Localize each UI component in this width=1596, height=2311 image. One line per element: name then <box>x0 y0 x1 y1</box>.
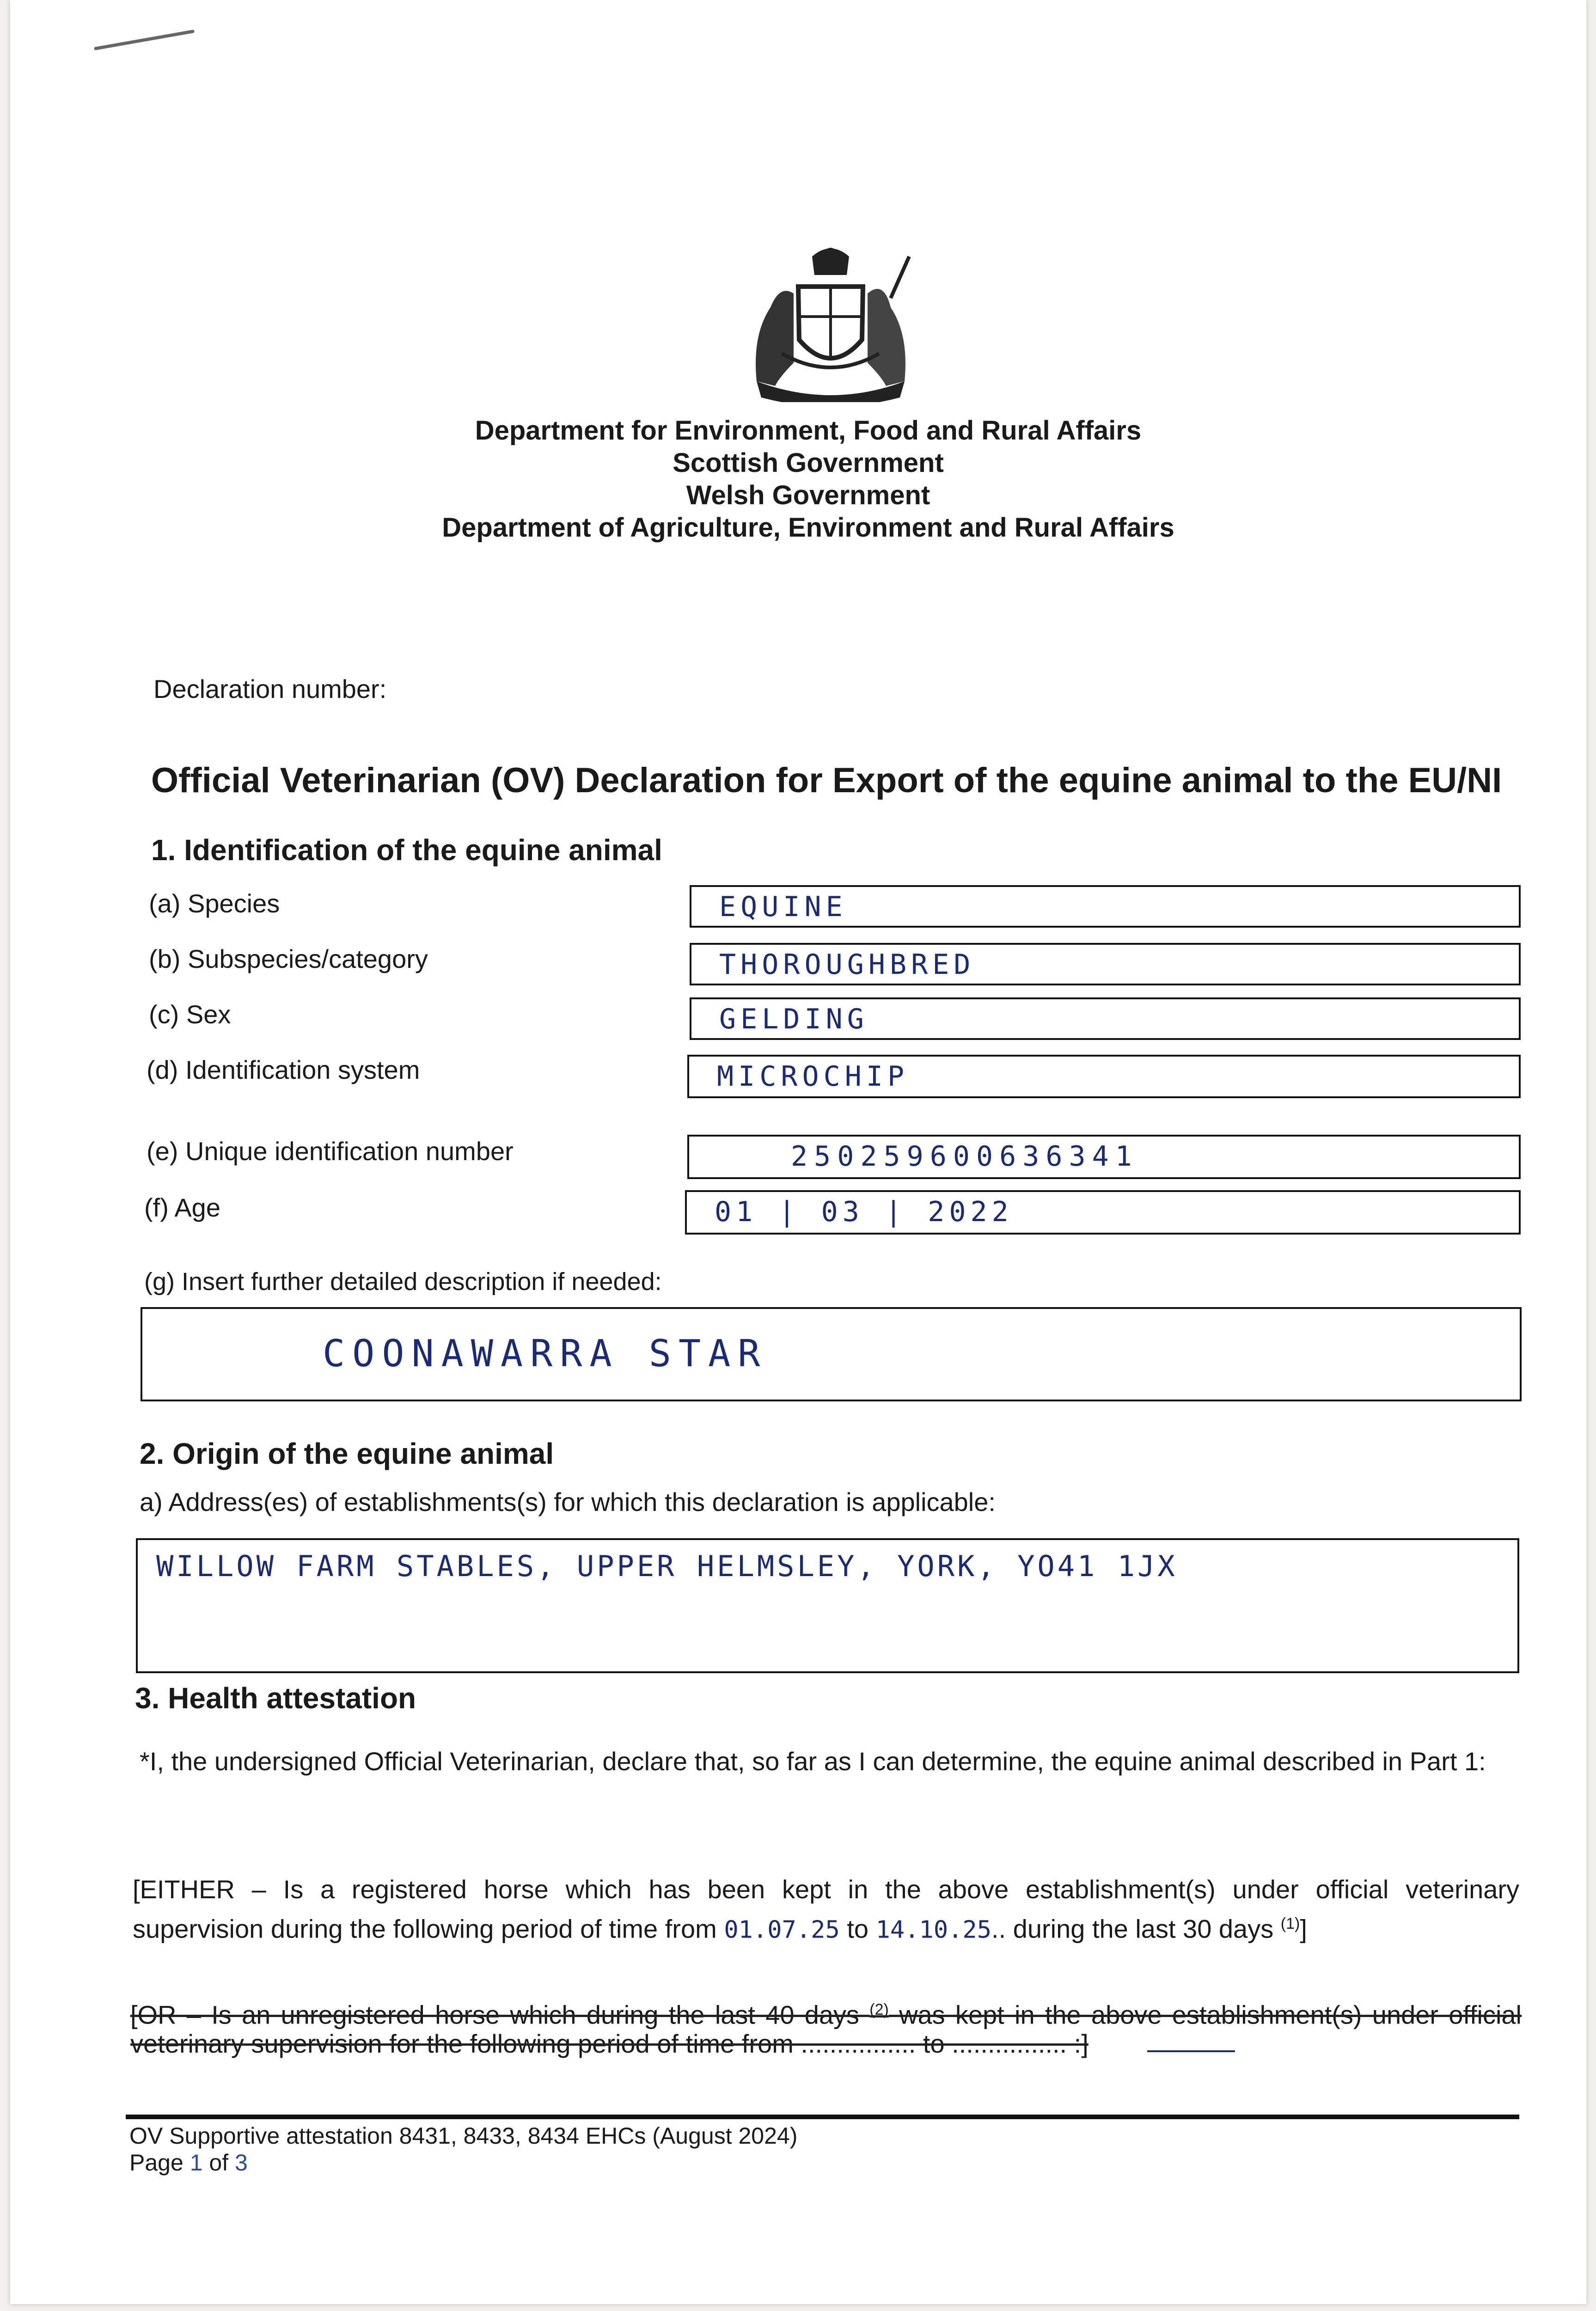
uid-value: 250259600636341 <box>791 1140 1138 1173</box>
further-description-value: COONAWARRA STAR <box>323 1332 768 1375</box>
page-total: 3 <box>235 2150 248 2176</box>
strike-through-mark <box>1147 2050 1235 2052</box>
department-welsh-gov: Welsh Government <box>686 480 930 510</box>
either-text-b: .. during the last 30 days <box>991 1914 1274 1944</box>
id-system-label: (d) Identification system <box>147 1055 420 1084</box>
page-title: Official Veterinarian (OV) Declaration for Export of the equine animal to the EU/NI <box>151 761 1502 800</box>
either-end-bracket: ] <box>1300 1914 1307 1944</box>
subspecies-field[interactable] <box>690 943 1521 985</box>
address-box[interactable] <box>136 1538 1519 1673</box>
id-system-value: MICROCHIP <box>717 1060 909 1093</box>
or-line-2: veterinary supervision for the following period of time from ................ to ................ :] <box>130 2029 1088 2058</box>
section1-title: 1. Identification of the equine animal <box>151 833 662 867</box>
age-value: 01 | 03 | 2022 <box>715 1196 1013 1228</box>
sex-label: (c) Sex <box>149 1000 231 1029</box>
either-text-a: supervision during the following period of time from <box>133 1914 717 1944</box>
page-current: 1 <box>190 2150 203 2176</box>
pen-stroke-mark <box>93 28 195 51</box>
sex-field[interactable] <box>690 997 1521 1040</box>
department-scottish-gov: Scottish Government <box>673 448 944 478</box>
either-to-date: 14.10.25 <box>875 1916 992 1944</box>
department-defra: Department for Environment, Food and Rural Affairs <box>475 416 1142 446</box>
id-system-field[interactable] <box>687 1055 1521 1098</box>
footnote-1-ref: (1) <box>1280 1915 1300 1932</box>
or-line-1 <box>130 1993 1522 2032</box>
sex-value: GELDING <box>719 1003 868 1035</box>
footnote-2-ref: (2) <box>869 2001 889 2018</box>
subspecies-label: (b) Subspecies/category <box>149 944 428 973</box>
section3-title: 3. Health attestation <box>135 1681 416 1715</box>
footer-rule <box>126 2115 1519 2119</box>
age-label: (f) Age <box>144 1193 220 1222</box>
species-label: (a) Species <box>149 889 280 918</box>
either-line-2 <box>133 1907 1519 1947</box>
document-page <box>10 0 1586 2304</box>
health-intro-text: *I, the undersigned Official Veterinarian, declare that, so far as I can determine, the equine animal described in Part 1: <box>140 1747 1486 1776</box>
address-label: a) Address(es) of establishments(s) for which this declaration is applicable: <box>140 1487 996 1516</box>
footer-attestation: OV Supportive attestation 8431, 8433, 8434 EHCs (August 2024) <box>129 2123 798 2149</box>
page-of: of <box>209 2150 229 2176</box>
uid-label: (e) Unique identification number <box>147 1137 514 1166</box>
royal-coat-of-arms-icon <box>738 243 923 402</box>
footer-page-number <box>129 2149 248 2176</box>
either-from-date: 01.07.25 <box>724 1916 840 1944</box>
section2-title: 2. Origin of the equine animal <box>140 1437 554 1470</box>
further-description-box[interactable] <box>141 1307 1522 1401</box>
or-text-b: was kept in the above establishment(s) under official <box>899 2000 1522 2030</box>
age-field[interactable] <box>685 1190 1521 1235</box>
uid-field[interactable] <box>687 1135 1521 1179</box>
department-daera: Department of Agriculture, Environment and Rural Affairs <box>442 513 1174 543</box>
address-value: WILLOW FARM STABLES, UPPER HELMSLEY, YORK, YO41 1JX <box>156 1549 1178 1583</box>
either-to-word: to <box>847 1914 869 1944</box>
further-description-label: (g) Insert further detailed description if needed: <box>144 1268 662 1296</box>
either-line-1: [EITHER – Is a registered horse which has been kept in the above establishment(s) under official veterinary <box>133 1875 1519 1904</box>
or-text-a: [OR – Is an unregistered horse which during the last 40 days <box>130 2000 860 2030</box>
species-value: EQUINE <box>719 891 847 923</box>
declaration-number-label: Declaration number: <box>153 674 387 703</box>
page-word: Page <box>129 2150 183 2176</box>
species-field[interactable] <box>690 885 1521 928</box>
subspecies-value: THOROUGHBRED <box>719 948 975 981</box>
